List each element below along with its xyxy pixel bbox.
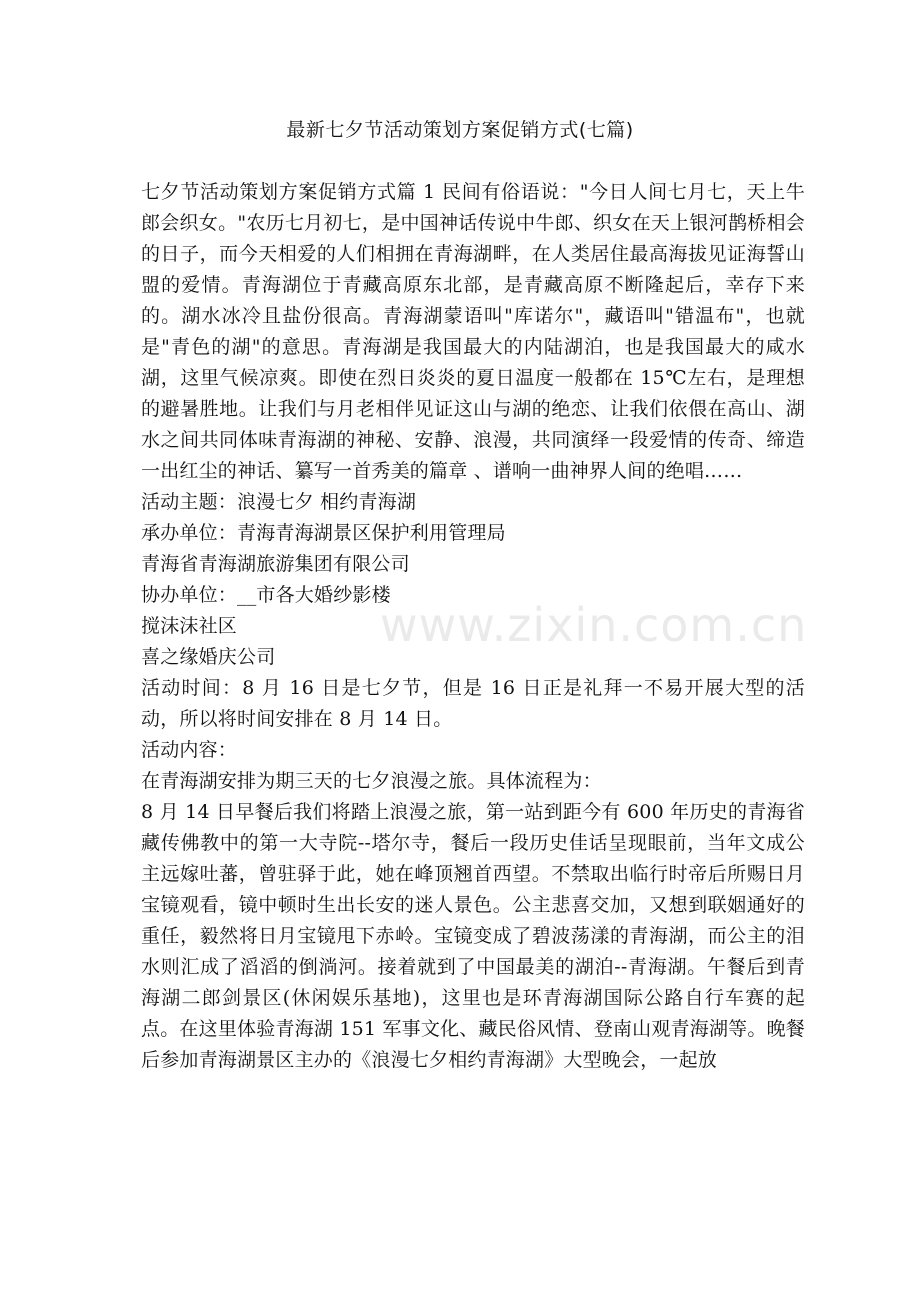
co-organizer-line-2: 搅沫沫社区 — [141, 615, 238, 637]
activity-theme-line: 活动主题：浪漫七夕 相约青海湖 — [141, 491, 417, 513]
co-organizer-line-3: 喜之缘婚庆公司 — [141, 646, 276, 668]
co-organizer-line: 协办单位：__市各大婚纱影楼 — [141, 584, 391, 606]
itinerary-intro-line: 在青海湖安排为期三天的七夕浪漫之旅。具体流程为： — [141, 770, 602, 792]
activity-content-heading: 活动内容： — [141, 739, 238, 761]
watermark: www.zixin.com.cn — [380, 598, 808, 652]
organizer-line: 承办单位：青海青海湖景区保护利用管理局 — [141, 522, 506, 544]
intro-paragraph: 七夕节活动策划方案促销方式篇 1 民间有俗语说："今日人间七月七，天上牛郎会织女。"农历七月初七，是中国神话传说中牛郎、织女在天上银河鹊桥相会的日子，而今天相爱的人们相拥在青海湖畔，在人类居住最高海拔见证海誓山盟的爱情。青海湖位于青藏高原东北部，是青藏高原不断隆起后，幸存下来的。湖水冰冷且盐份很高。青海湖蒙语叫"库诺尔"，藏语叫"错温布"，也就是"青色的湖"的意思。青海湖是我国最大的内陆湖泊，也是我国最大的咸水湖，这里气候凉爽。即使在烈日炎炎的夏日温度一般都在 15℃左右，是理想的避暑胜地。让我们与月老相伴见证这山与湖的绝恋、让我们依偎在高山、湖水之间共同体味青海湖的神秘、安静、浪漫，共同演绎一段爱情的传奇、缔造一出红尘的神话、纂写一首秀美的篇章 、谱响一曲神界人间的绝唱…… — [141, 181, 805, 482]
document-title: 最新七夕节活动策划方案促销方式(七篇) — [286, 119, 634, 141]
organizer-line-2: 青海省青海湖旅游集团有限公司 — [141, 553, 410, 575]
document-body — [141, 177, 808, 1076]
activity-time-paragraph: 活动时间：8 月 16 日是七夕节，但是 16 日正是礼拜一不易开展大型的活动，所以将时间安排在 8 月 14 日。 — [141, 677, 805, 730]
itinerary-paragraph: 8 月 14 日早餐后我们将踏上浪漫之旅，第一站到距今有 600 年历史的青海省藏传佛教中的第一大寺院--塔尔寺，餐后一段历史佳话呈现眼前，当年文成公主远嫁吐蕃，曾驻驿于此，她在峰顶翘首西望。不禁取出临行时帝后所赐日月宝镜观看，镜中顿时生出长安的迷人景色。公主悲喜交加，又想到联姻通好的重任，毅然将日月宝镜甩下赤岭。宝镜变成了碧波荡漾的青海湖，而公主的泪水则汇成了滔滔的倒淌河。接着就到了中国最美的湖泊--青海湖。午餐后到青海湖二郎剑景区(休闲娱乐基地)，这里也是环青海湖国际公路自行车赛的起点。在这里体验青海湖 151 军事文化、藏民俗风情、登南山观青海湖等。晚餐后参加青海湖景区主办的《浪漫七夕相约青海湖》大型晚会，一起放 — [141, 801, 805, 1071]
